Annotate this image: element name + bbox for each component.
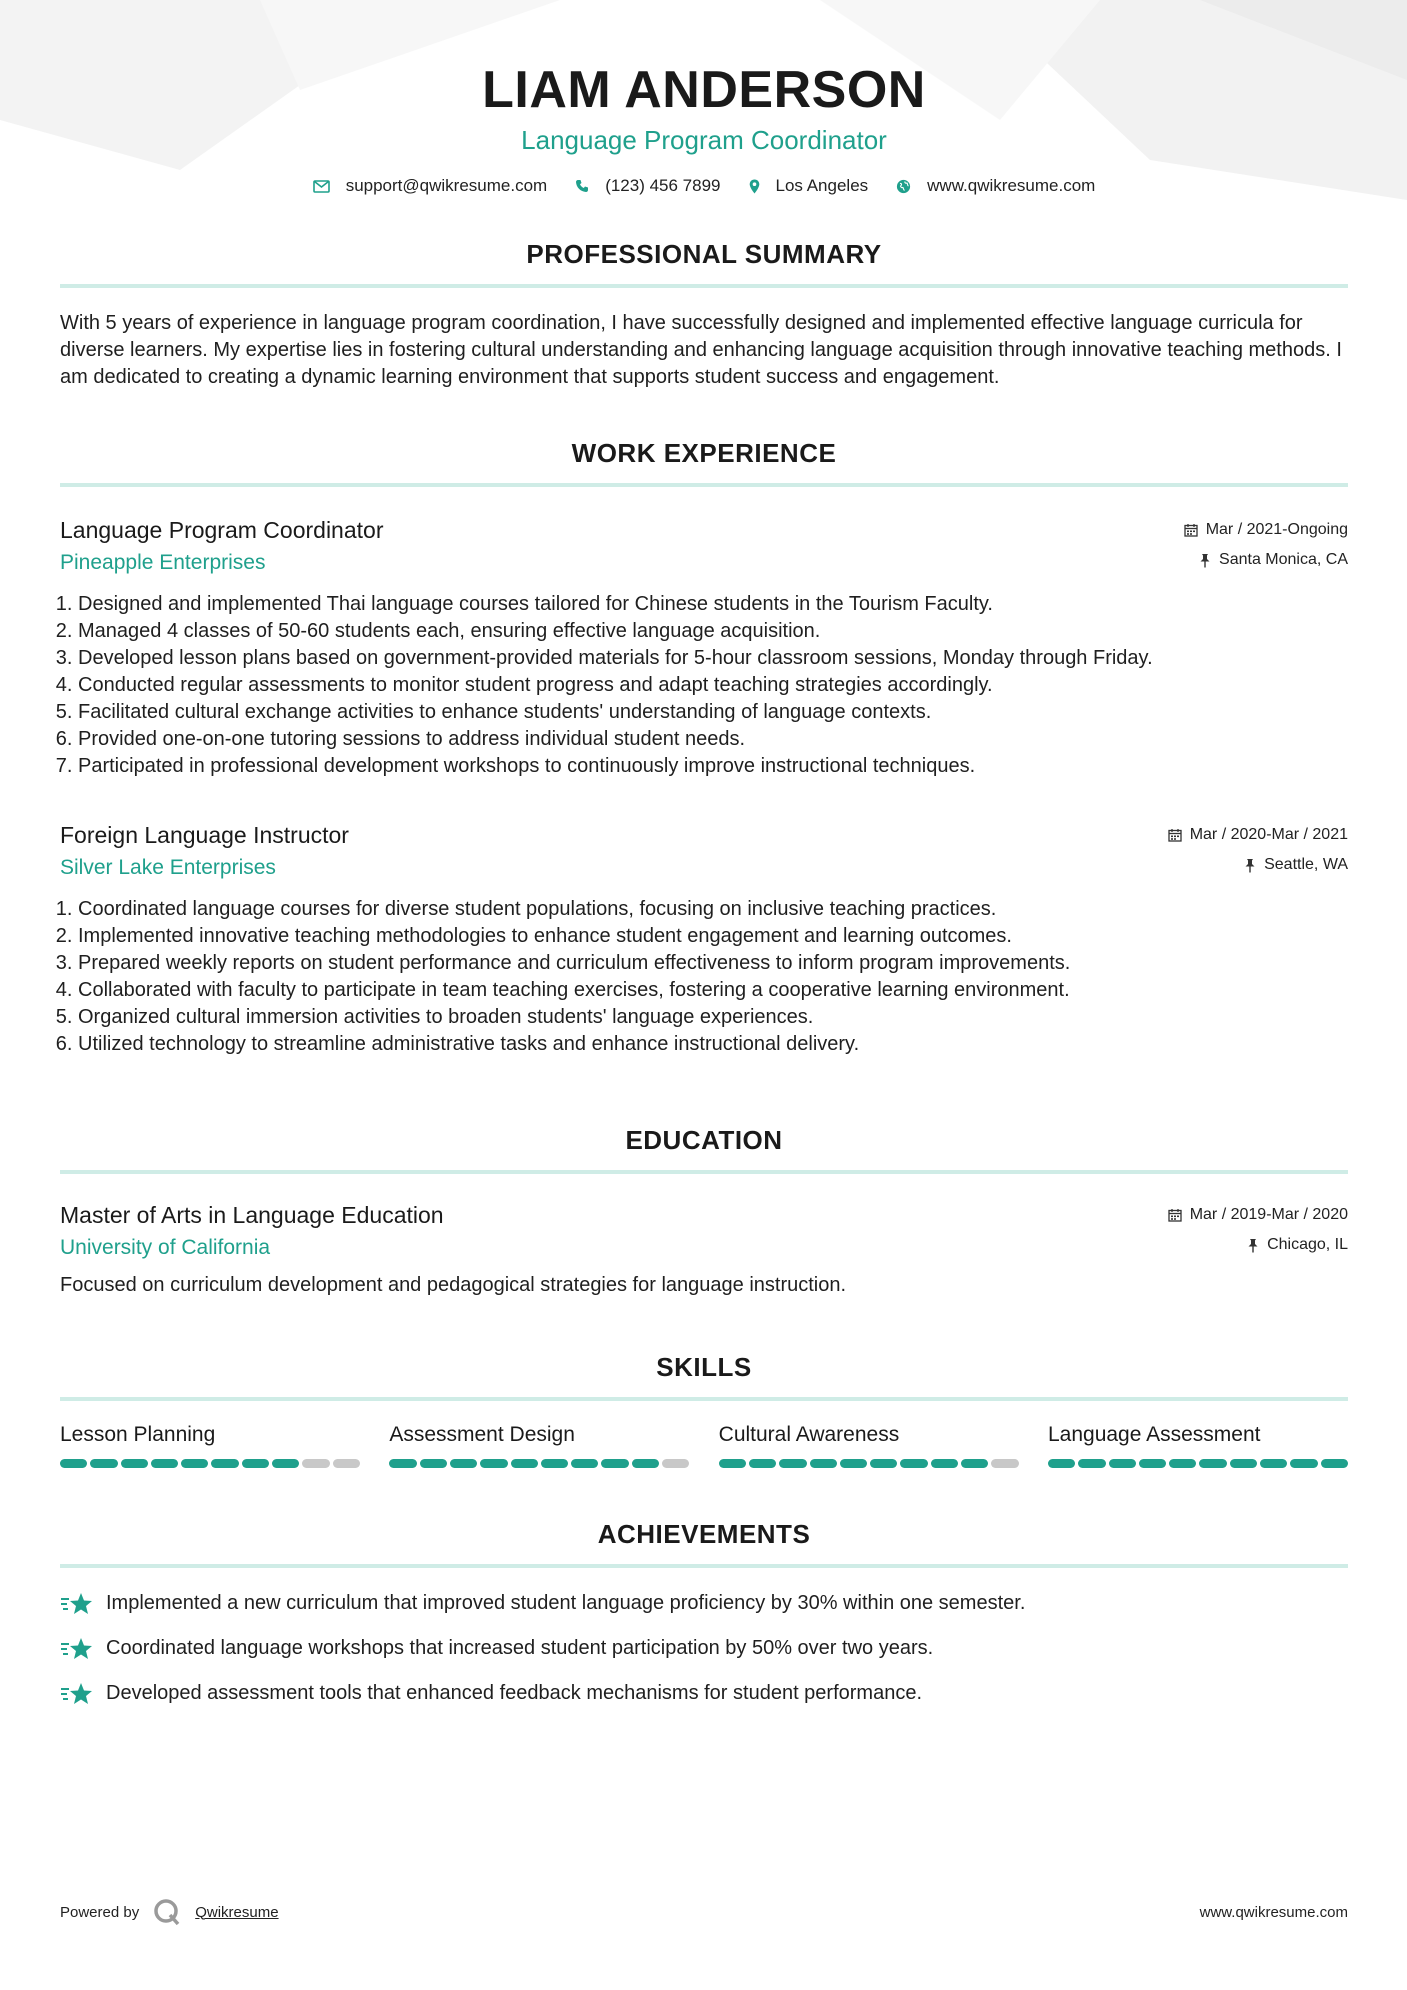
- skill-item: [719, 1421, 1019, 1468]
- skill-level-segment: [870, 1459, 897, 1468]
- skills-list: [60, 1421, 1348, 1468]
- skill-name: Assessment Design: [389, 1423, 575, 1446]
- list-item: 1. Designed and implemented Thai language courses tailored for Chinese students in the Tourism Faculty.: [78, 591, 1348, 618]
- skill-level-segment: [121, 1459, 148, 1468]
- list-item: 6. Utilized technology to streamline administrative tasks and enhance instructional delivery.: [78, 1031, 1348, 1058]
- list-item: 6. Provided one-on-one tutoring sessions to address individual student needs.: [78, 726, 1348, 753]
- candidate-name: LIAM ANDERSON: [482, 61, 926, 119]
- website-text: www.qwikresume.com: [927, 176, 1096, 195]
- contact-location: [749, 176, 869, 196]
- phone-icon: [575, 179, 589, 193]
- skill-level-segment: [450, 1459, 477, 1468]
- job-responsibilities: [60, 591, 1348, 780]
- pushpin-icon: [1244, 858, 1256, 873]
- experience-heading: WORK EXPERIENCE: [60, 437, 1348, 487]
- job-dates-text: Mar / 2021-Ongoing: [1205, 521, 1348, 538]
- education-meta: [1168, 1200, 1348, 1260]
- job-header: [60, 515, 1348, 577]
- brand-link[interactable]: Qwikresume: [195, 1903, 279, 1921]
- skill-level-segment: [900, 1459, 927, 1468]
- skill-level-bar: [1048, 1459, 1348, 1468]
- skill-level-segment: [420, 1459, 447, 1468]
- skill-level-segment: [1109, 1459, 1136, 1468]
- list-item: 4. Conducted regular assessments to monitor student progress and adapt teaching strategies accordingly.: [78, 672, 1348, 699]
- skill-level-segment: [242, 1459, 269, 1468]
- skill-level-segment: [840, 1459, 867, 1468]
- resume-content: [60, 0, 1348, 1725]
- skill-level-segment: [632, 1459, 659, 1468]
- job-entry: [60, 515, 1348, 780]
- resume-header: [60, 0, 1348, 196]
- job-meta: [1168, 820, 1348, 880]
- skill-item: [60, 1421, 360, 1468]
- job-entry: [60, 820, 1348, 1058]
- star-icon: [60, 1591, 94, 1617]
- summary-heading: PROFESSIONAL SUMMARY: [60, 238, 1348, 288]
- skill-level-segment: [991, 1459, 1018, 1468]
- powered-by-label: Powered by: [60, 1903, 140, 1921]
- achievements-list: [60, 1590, 1348, 1707]
- achievement-item: [60, 1590, 1348, 1617]
- calendar-icon: [1184, 523, 1198, 537]
- skill-level-segment: [1321, 1459, 1348, 1468]
- education-heading: EDUCATION: [60, 1124, 1348, 1174]
- list-item: 5. Facilitated cultural exchange activities to enhance students' understanding of language contexts.: [78, 699, 1348, 726]
- skills-heading: SKILLS: [60, 1351, 1348, 1401]
- skill-name: Cultural Awareness: [718, 1423, 900, 1446]
- job-company: Pineapple Enterprises: [60, 551, 266, 574]
- page-footer: [60, 1898, 1348, 1926]
- skill-name: Language Assessment: [1047, 1423, 1261, 1446]
- education-location: [1168, 1230, 1348, 1260]
- contact-bar: [60, 176, 1348, 196]
- list-item: 2. Implemented innovative teaching methodologies to enhance student engagement and learning outcomes.: [78, 923, 1348, 950]
- skill-level-segment: [302, 1459, 329, 1468]
- skill-level-segment: [571, 1459, 598, 1468]
- achievement-item: [60, 1680, 1348, 1707]
- education-dates: [1168, 1200, 1348, 1230]
- skill-level-bar: [719, 1459, 1019, 1468]
- skill-level-segment: [749, 1459, 776, 1468]
- education-location-text: Chicago, IL: [1267, 1236, 1348, 1253]
- skill-level-segment: [662, 1459, 689, 1468]
- powered-by: [60, 1898, 279, 1926]
- location-text: Los Angeles: [775, 176, 869, 195]
- skill-level-segment: [719, 1459, 746, 1468]
- achievement-text: Developed assessment tools that enhanced feedback mechanisms for student performance.: [106, 1682, 923, 1704]
- skill-level-segment: [1169, 1459, 1196, 1468]
- skill-level-segment: [181, 1459, 208, 1468]
- job-dates: [1168, 820, 1348, 850]
- map-pin-icon: [749, 179, 760, 194]
- education-entry: [60, 1200, 1348, 1299]
- skill-level-segment: [1078, 1459, 1105, 1468]
- calendar-icon: [1168, 1208, 1182, 1222]
- star-icon: [60, 1636, 94, 1662]
- pushpin-icon: [1247, 1238, 1259, 1253]
- achievements-heading: ACHIEVEMENTS: [60, 1518, 1348, 1568]
- education-dates-text: Mar / 2019-Mar / 2020: [1189, 1206, 1348, 1223]
- job-location-text: Santa Monica, CA: [1219, 551, 1348, 568]
- globe-icon: [896, 179, 911, 194]
- skill-level-bar: [389, 1459, 689, 1468]
- achievement-text: Implemented a new curriculum that improved student language proficiency by 30% within one semester.: [106, 1592, 1026, 1614]
- skill-level-segment: [90, 1459, 117, 1468]
- list-item: 3. Developed lesson plans based on government-provided materials for 5-hour classroom sessions, Monday through Friday.: [78, 645, 1348, 672]
- summary-text: With 5 years of experience in language program coordination, I have successfully designed and implemented effective language curricula for diverse learners. My expertise lies in fostering cultural understanding and enhancing language acquisition through innovative teaching methods. I am dedicated to creating a dynamic learning environment that supports student success and engagement.: [60, 312, 1342, 388]
- skill-level-segment: [1139, 1459, 1166, 1468]
- summary-section: [60, 238, 1348, 391]
- achievement-item: [60, 1635, 1348, 1662]
- skill-level-segment: [810, 1459, 837, 1468]
- job-company: Silver Lake Enterprises: [60, 856, 276, 879]
- skill-level-segment: [333, 1459, 360, 1468]
- pushpin-icon: [1199, 553, 1211, 568]
- list-item: 3. Prepared weekly reports on student performance and curriculum effectiveness to inform program improvements.: [78, 950, 1348, 977]
- job-meta: [1184, 515, 1348, 575]
- qwikresume-logo-icon: [153, 1898, 181, 1926]
- job-dates: [1184, 515, 1348, 545]
- skill-item: [389, 1421, 689, 1468]
- list-item: 5. Organized cultural immersion activities to broaden students' language experiences.: [78, 1004, 1348, 1031]
- job-location: [1168, 850, 1348, 880]
- skill-level-segment: [1260, 1459, 1287, 1468]
- job-location-text: Seattle, WA: [1264, 856, 1348, 873]
- contact-email[interactable]: [313, 176, 548, 196]
- degree-title: Master of Arts in Language Education: [60, 1202, 444, 1228]
- contact-phone[interactable]: [575, 176, 720, 196]
- skills-section: [60, 1351, 1348, 1468]
- list-item: 7. Participated in professional development workshops to continuously improve instructional techniques.: [78, 753, 1348, 780]
- footer-website[interactable]: www.qwikresume.com: [1199, 1903, 1348, 1921]
- education-header: [60, 1200, 1348, 1262]
- job-title: Foreign Language Instructor: [60, 822, 349, 848]
- list-item: 4. Collaborated with faculty to participate in team teaching exercises, fostering a cooperative learning environment.: [78, 977, 1348, 1004]
- education-description: Focused on curriculum development and pedagogical strategies for language instruction.: [60, 1274, 847, 1296]
- skill-level-segment: [272, 1459, 299, 1468]
- education-section: [60, 1124, 1348, 1299]
- skill-item: [1048, 1421, 1348, 1468]
- star-icon: [60, 1681, 94, 1707]
- job-header: [60, 820, 1348, 882]
- school-name: University of California: [60, 1236, 271, 1259]
- skill-name: Lesson Planning: [60, 1423, 216, 1446]
- skill-level-segment: [931, 1459, 958, 1468]
- skill-level-segment: [60, 1459, 87, 1468]
- skill-level-segment: [1290, 1459, 1317, 1468]
- candidate-title: Language Program Coordinator: [521, 125, 887, 155]
- skill-level-segment: [601, 1459, 628, 1468]
- calendar-icon: [1168, 828, 1182, 842]
- contact-website[interactable]: [896, 176, 1095, 196]
- skill-level-segment: [511, 1459, 538, 1468]
- achievement-text: Coordinated language workshops that increased student participation by 50% over two years.: [106, 1637, 934, 1659]
- skill-level-segment: [1199, 1459, 1226, 1468]
- skill-level-segment: [1048, 1459, 1075, 1468]
- experience-section: [60, 437, 1348, 1058]
- job-title: Language Program Coordinator: [60, 517, 384, 543]
- skill-level-bar: [60, 1459, 360, 1468]
- skill-level-segment: [1230, 1459, 1257, 1468]
- achievements-section: [60, 1518, 1348, 1707]
- email-text: support@qwikresume.com: [345, 176, 548, 195]
- skill-level-segment: [151, 1459, 178, 1468]
- job-location: [1184, 545, 1348, 575]
- phone-text: (123) 456 7899: [605, 176, 721, 195]
- skill-level-segment: [211, 1459, 238, 1468]
- job-dates-text: Mar / 2020-Mar / 2021: [1189, 826, 1348, 843]
- skill-level-segment: [779, 1459, 806, 1468]
- list-item: 2. Managed 4 classes of 50-60 students each, ensuring effective language acquisition.: [78, 618, 1348, 645]
- list-item: 1. Coordinated language courses for diverse student populations, focusing on inclusive teaching practices.: [78, 896, 1348, 923]
- skill-level-segment: [389, 1459, 416, 1468]
- envelope-icon: [313, 180, 330, 193]
- skill-level-segment: [541, 1459, 568, 1468]
- job-responsibilities: [60, 896, 1348, 1058]
- skill-level-segment: [480, 1459, 507, 1468]
- skill-level-segment: [961, 1459, 988, 1468]
